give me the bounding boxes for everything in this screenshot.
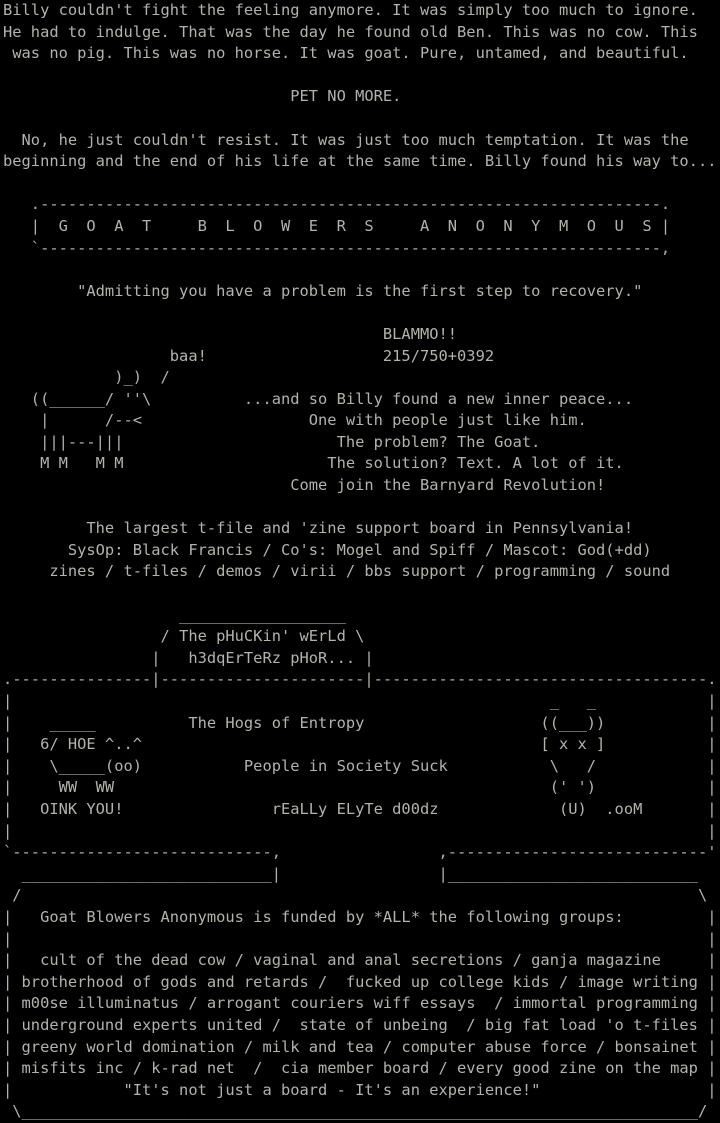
tagline [3, 281, 720, 324]
text-line: `-------------------------------------------------------------------, [3, 238, 671, 257]
text-line: He had to indulge. That was the day he found old Ben. This was no cow. This [3, 22, 698, 41]
text-line: |||---||| The problem? The Goat. [3, 432, 541, 451]
text-line: | OINK YOU! rEaLLy ELyTe d00dz (U) .ooM | [3, 799, 717, 818]
text-line: | m00se illuminatus / arrogant couriers wiff essays / immortal programming | [3, 994, 717, 1013]
text-line: | | [3, 821, 717, 840]
text-line: | _ _ | [3, 692, 717, 710]
text-line: was no pig. This was no horse. It was goat. Pure, untamed, and beautiful. [3, 44, 689, 63]
hoe-box [3, 691, 720, 907]
text-line: \_________________________________________________________________________/ [3, 1102, 708, 1121]
text-line: `----------------------------, ,----------------------------' [3, 843, 717, 862]
text-line: | /--< One with people just like him. [3, 411, 587, 430]
text-line: | Goat Blowers Anonymous is funded by *ALL* the following groups: | [3, 907, 717, 926]
text-line: M M M M The solution? Text. A lot of it. [3, 454, 624, 473]
text-line: )_) / [3, 368, 170, 387]
text-line [3, 108, 720, 130]
text-line: BLAMMO!! [3, 324, 458, 343]
text-line: __________________ [3, 605, 346, 624]
text-line: ((______/ ''\ ...and so Billy found a new inner peace... [3, 389, 634, 408]
text-line: | misfits inc / k-rad net / cia member board / every good zine on the map | [3, 1059, 717, 1078]
text-line: / The pHuCKin' wErLd \ [3, 627, 365, 646]
text-line [3, 583, 720, 605]
text-line: PET NO MORE. [3, 87, 402, 106]
goat-art-and-pitch [3, 324, 720, 518]
text-line [3, 65, 720, 87]
text-line: | WW WW (' ') | [3, 778, 717, 797]
board-info [3, 518, 720, 604]
text-line [3, 497, 720, 519]
text-line: | cult of the dead cow / vaginal and anal secretions / ganja magazine | [3, 951, 717, 970]
text-line [3, 302, 720, 324]
text-line: "Admitting you have a problem is the first step to recovery." [3, 281, 643, 300]
text-line: | \_____(oo) People in Society Suck \ / | [3, 756, 717, 775]
text-line: zines / t-files / demos / virii / bbs support / programming / sound [3, 562, 671, 581]
text-line: | underground experts united / state of unbeing / big fat load 'o t-files | [3, 1015, 717, 1034]
text-line [3, 259, 720, 281]
text-line: | "It's not just a board - It's an experience!" | [3, 1080, 717, 1099]
title-box [3, 194, 720, 280]
text-line [3, 173, 720, 195]
text-line: | brotherhood of gods and retards / fucked up college kids / image writing | [3, 972, 717, 991]
funding-box [3, 907, 720, 1123]
text-line: | | [3, 929, 717, 948]
text-line: .---------------|----------------------|------------------------------------. [3, 670, 717, 689]
text-line: Come join the Barnyard Revolution! [3, 476, 606, 495]
text-line: | h3dqErTeRz pHoR... | [3, 648, 374, 667]
text-line: | _____ The Hogs of Entropy ((___)) | [3, 713, 717, 732]
hq-banner [3, 605, 720, 691]
text-line: / \ [3, 886, 708, 905]
text-line: ___________________________| |___________________________ [3, 864, 698, 883]
intro-story [3, 0, 720, 194]
text-line: The largest t-file and 'zine support board in Pennsylvania! [3, 519, 634, 538]
text-line: beginning and the end of his life at the same time. Billy found his way to... [3, 152, 717, 171]
text-line: .-------------------------------------------------------------------. [3, 195, 671, 214]
text-line: Billy couldn't fight the feeling anymore. It was simply too much to ignore. [3, 1, 698, 19]
text-line: | 6/ HOE ^..^ [ x x ] | [3, 735, 717, 754]
text-line: | G O A T B L O W E R S A N O N Y M O U S | [3, 216, 671, 235]
text-line: baa! 215/750+0392 [3, 346, 495, 365]
text-line: SysOp: Black Francis / Co's: Mogel and Spiff / Mascot: God(+dd) [3, 540, 652, 559]
text-line: | greeny world domination / milk and tea / computer abuse force / bonsainet | [3, 1037, 717, 1056]
text-line: No, he just couldn't resist. It was just too much temptation. It was the [3, 130, 689, 149]
